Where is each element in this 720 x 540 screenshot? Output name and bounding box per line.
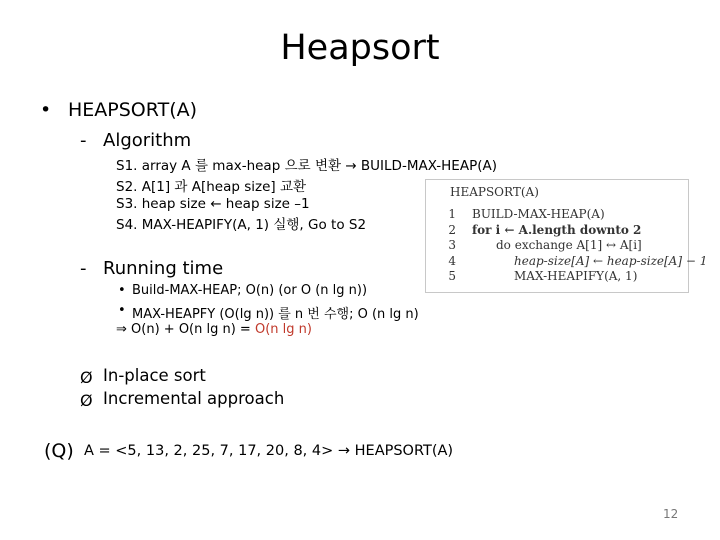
main-bullet-text: HEAPSORT(A) xyxy=(68,99,198,121)
running-time-item: MAX-HEAPFY (O(lg n)) 를 n 번 수행; O (n lg n) xyxy=(132,307,419,322)
pseudocode-figure xyxy=(425,179,708,293)
pseudocode-line-number: 2 xyxy=(448,223,456,237)
algorithm-step: S1. array A 를 max-heap 으로 변환 → BUILD-MAX-HEAP(A) xyxy=(116,158,497,174)
running-time-heading: Running time xyxy=(103,258,224,279)
implies-arrow: ⇒ xyxy=(116,322,127,337)
algorithm-heading: Algorithm xyxy=(103,130,192,151)
property-item: Incremental approach xyxy=(103,389,285,408)
algorithm-marker: - xyxy=(80,130,87,151)
pseudocode-header: HEAPSORT(A) xyxy=(450,185,539,199)
question-label: (Q) xyxy=(44,440,74,462)
pseudocode-line: BUILD-MAX-HEAP(A) xyxy=(472,207,605,221)
pseudocode-line-number: 1 xyxy=(448,207,456,221)
algorithm-step: S2. A[1] 과 A[heap size] 교환 xyxy=(116,179,307,195)
property-marker: Ø xyxy=(80,368,93,387)
pseudocode-line-number: 5 xyxy=(448,269,456,283)
property-item: In-place sort xyxy=(103,366,206,385)
pseudocode-line: do exchange A[1] ↔ A[i] xyxy=(496,238,642,252)
property-marker: Ø xyxy=(80,391,93,410)
running-time-bullet: • xyxy=(118,303,126,318)
running-time-marker: - xyxy=(80,258,87,279)
running-time-bullet: • xyxy=(118,283,126,298)
result-line xyxy=(116,322,312,337)
pseudocode-line: for i ← A.length downto 2 xyxy=(472,223,642,237)
pseudocode-line-number: 4 xyxy=(448,254,456,268)
slide-title: Heapsort xyxy=(280,28,440,68)
question-text: A = <5, 13, 2, 25, 7, 17, 20, 8, 4> → HEAPSORT(A) xyxy=(84,443,454,459)
page-number: 12 xyxy=(663,507,679,521)
algorithm-step: S4. MAX-HEAPIFY(A, 1) 실행, Go to S2 xyxy=(116,217,367,233)
running-time-item: Build-MAX-HEAP; O(n) (or O (n lg n)) xyxy=(132,283,368,298)
result-highlight: O(n lg n) xyxy=(254,322,312,337)
result-text: O(n) + O(n lg n) = xyxy=(131,322,255,337)
pseudocode-line: MAX-HEAPIFY(A, 1) xyxy=(514,269,638,283)
algorithm-step: S3. heap size ← heap size –1 xyxy=(116,196,310,212)
pseudocode-line-number: 3 xyxy=(448,238,456,252)
main-bullet-marker: • xyxy=(40,99,52,121)
pseudocode-line: heap-size[A] ← heap-size[A] − 1 xyxy=(514,254,708,268)
